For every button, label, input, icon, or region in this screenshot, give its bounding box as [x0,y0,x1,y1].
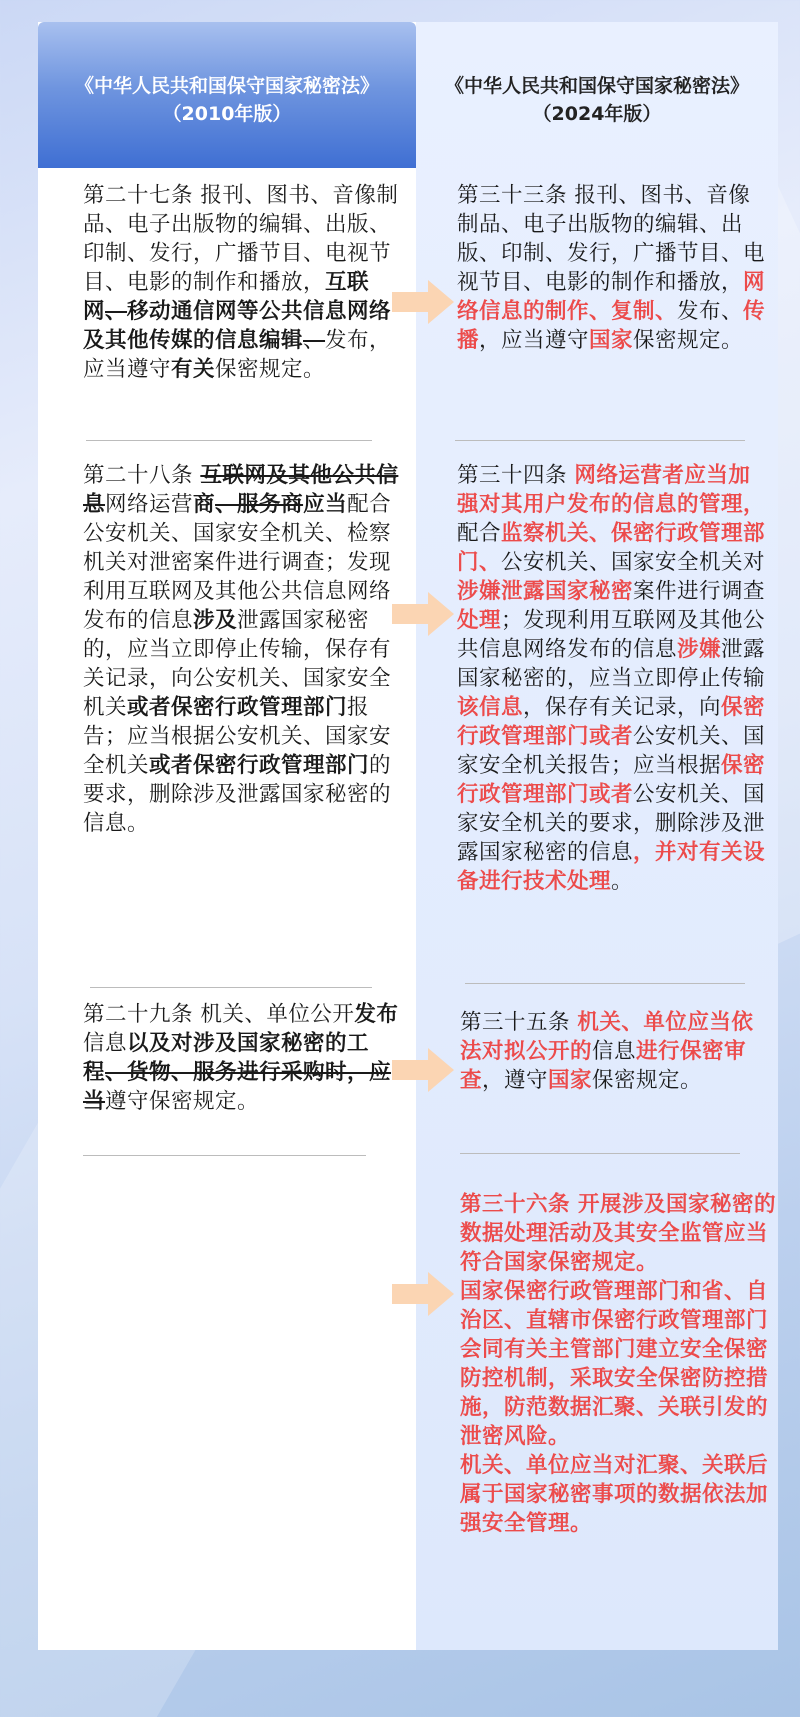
text-segment: 监察机关、保密行政管理部门、 [457,521,766,575]
arrow-right-icon [392,1272,454,1316]
text-segment: ，保存有关记录，向 [523,695,722,720]
text-segment: 机关、单位应当依法对拟公开的 [460,1010,754,1064]
text-segment: 。 [611,869,634,894]
old-article-29 [83,1000,401,1116]
divider [86,440,372,441]
new-article-34 [457,461,770,896]
new-article-36-para-2: 国家保密行政管理部门和省、自治区、直辖市保密行政管理部门会同有关主管部门建立安全保密防控机制，采取安全保密防控措施，防范数据汇聚、关联引发的泄密风险。 [460,1279,769,1449]
text-segment: 涉嫌 [677,637,722,662]
text-segment: ，遵守 [482,1068,549,1093]
text-segment: 商 [193,492,216,517]
text-segment: 信息 [592,1039,637,1064]
text-segment: 第二十八条 [83,463,201,488]
text-segment: 、货物、服务进行采购时，应当 [83,1060,392,1114]
new-article-35 [460,1008,773,1095]
divider [83,1155,366,1156]
new-article-36 [460,1190,778,1538]
text-segment: 的要求，删除涉及泄露国家秘密的信息。 [83,753,392,836]
old-article-27 [83,181,401,384]
divider [455,440,745,441]
text-segment: 该信息 [457,695,524,720]
text-segment: 处理 [457,608,502,633]
text-segment: ，应当遵守 [479,328,590,353]
text-segment: 国家 [548,1068,593,1093]
text-segment: 公安机关、国家安全机关的要求，删除涉及泄露国家秘密的信息 [457,782,766,865]
text-segment: 泄露国家秘密的，应当立即停止传输，保存有关记录，向公安机关、国家安全机关 [83,608,392,720]
arrow-right-icon [392,592,454,636]
text-segment: 有关 [171,357,216,382]
new-article-33 [457,181,770,355]
text-segment: 保密规定。 [592,1068,703,1093]
new-version-title [416,72,778,128]
divider [465,983,745,984]
text-segment: 发布、 [677,299,744,324]
text-segment: 涉嫌泄露国家秘密 [457,579,634,604]
text-segment: 发布，应当遵守 [83,328,392,382]
new-article-36-para-1: 第三十六条 开展涉及国家秘密的数据处理活动及其安全监管应当符合国家保密规定。 [460,1192,776,1275]
text-segment: 配合公安机关、国家安全机关、检察机关对泄密案件进行调查；发现利用互联网及其他公共信息网络发布的信息 [83,492,392,633]
text-segment: 应当 [303,492,348,517]
text-segment: 传播 [457,299,766,353]
text-segment: ，并对有关设备进行技术处理 [457,840,766,894]
text-segment: 公安机关、国家安全机关报告；应当根据 [457,724,766,778]
text-segment: 第二十九条 机关、单位公开 [83,1002,355,1027]
old-law-edition: （2010年版） [162,103,292,125]
text-segment: 配合 [457,521,502,546]
divider [460,1153,740,1154]
text-segment: 第二十七条 报刊、图书、音像制品、电子出版物的编辑、出版、印制、发行，广播节目、电视节目、电影的制作和播放， [83,183,399,295]
text-segment: 互联网及其他公共信息 [83,463,399,517]
text-segment: 网络运营者应当加强对其用户发布的信息的管理， [457,463,766,517]
text-segment: 保密行政管理部门或者 [457,695,766,749]
text-segment: 进行保密审查 [460,1039,747,1093]
arrow-right-icon [392,280,454,324]
text-segment: ；发现利用互联网及其他公共信息网络发布的信息 [457,608,766,662]
text-segment: 或者保密行政管理部门 [149,753,370,778]
text-segment: 遵守保密规定。 [105,1089,260,1114]
text-segment: 第三十五条 [460,1010,578,1035]
arrow-right-icon [392,1048,454,1092]
text-segment: 第三十三条 报刊、图书、音像制品、电子出版物的编辑、出版、印制、发行，广播节目、电视节目、电影的制作和播放， [457,183,766,295]
text-segment: 涉及 [193,608,238,633]
text-segment: 或者保密行政管理部门 [127,695,348,720]
old-law-title: 《中华人民共和国保守国家秘密法》 [74,75,379,97]
divider [90,987,372,988]
text-segment: 案件进行调查 [633,579,766,604]
text-segment: 保密规定。 [215,357,326,382]
text-segment: 第三十四条 [457,463,575,488]
new-law-edition: （2024年版） [532,103,662,125]
text-segment: 保密规定。 [633,328,744,353]
text-segment: 信息 [83,1031,128,1056]
text-segment: 公安机关、国家安全机关对 [501,550,766,575]
text-segment: 移动通信网等公共信息网络及其他传媒的信息编辑 [83,299,392,353]
text-segment: 网络信息的制作、复制、 [457,270,766,324]
text-segment: 、 [303,328,326,353]
old-article-28 [83,461,401,838]
new-article-36-para-3: 机关、单位应当对汇聚、关联后属于国家秘密事项的数据依法加强安全管理。 [460,1453,769,1536]
text-segment: 、 [105,299,128,324]
text-segment: 发布 [354,1002,399,1027]
text-segment: 保密行政管理部门或者 [457,753,766,807]
text-segment: 网络运营 [105,492,194,517]
text-segment: 报告；应当根据公安机关、国家安全机关 [83,695,392,778]
text-segment: 国家 [589,328,634,353]
text-segment: 、服务商 [215,492,304,517]
text-segment: 互联网 [83,270,370,324]
text-segment: 泄露国家秘密的，应当立即停止传输 [457,637,766,691]
new-law-title: 《中华人民共和国保守国家秘密法》 [444,75,749,97]
old-version-title [38,72,416,128]
text-segment: 以及对涉及国家秘密的工程 [83,1031,370,1085]
